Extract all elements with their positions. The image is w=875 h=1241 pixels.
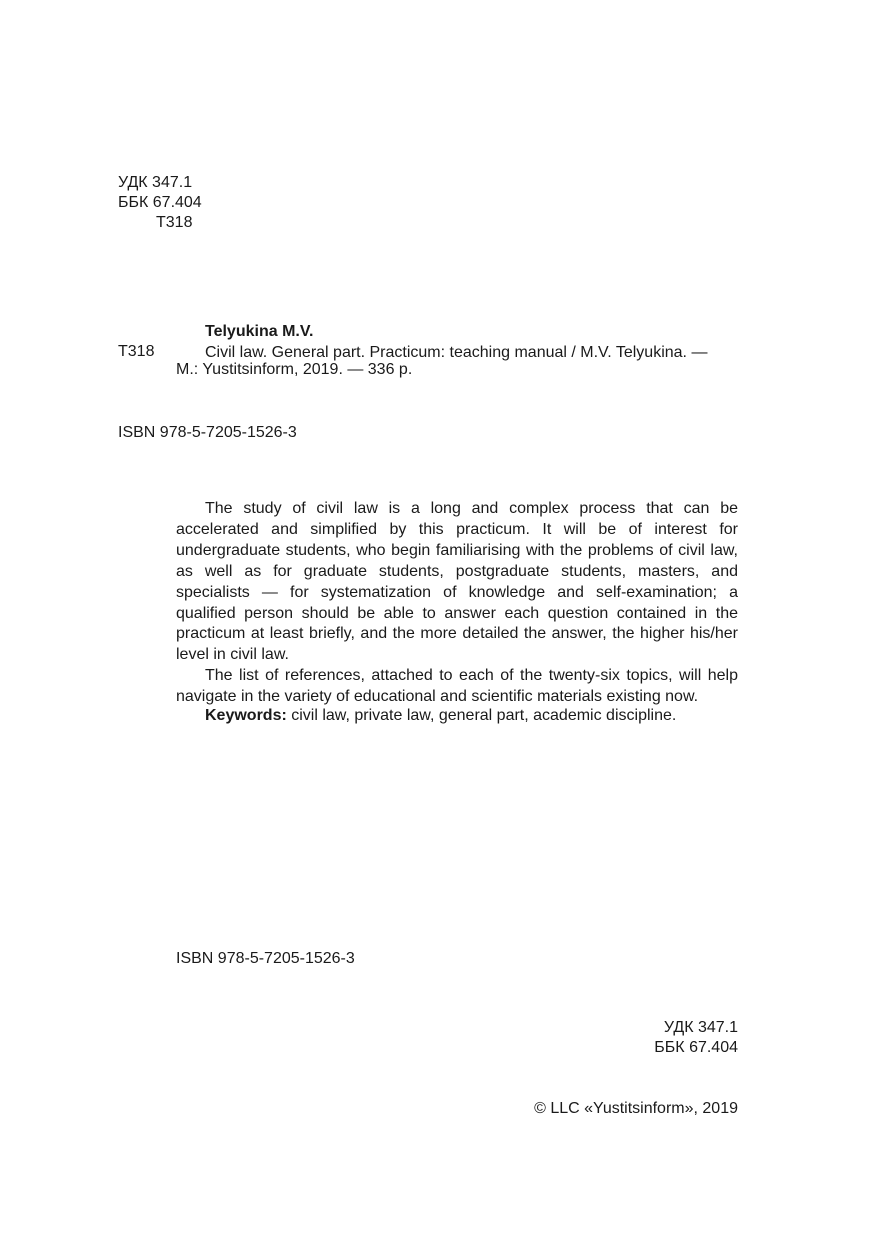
udk-code: УДК 347.1 — [118, 174, 193, 191]
abstract-paragraph-1: The study of civil law is a long and complex process that can be accelerated and simplified by this practicum. It will be of interest for undergraduate students, who begin familiarising with the problems of civil law, as well as for graduate students, postgraduate students, masters, and specialists — for systematization of knowledge and self-examination; a qualified person should be able to answer each question contained in the practicum at least briefly, and the more detailed the answer, the higher his/her level in civil law. — [176, 500, 738, 664]
keywords-label: Keywords: — [205, 707, 287, 724]
udk-code-bottom: УДК 347.1 — [663, 1019, 738, 1036]
bibliography-title-line: Civil law. General part. Practicum: teaching manual / M.V. Telyukina. — — [205, 344, 708, 361]
bibliography-author: Telyukina M.V. — [205, 323, 314, 340]
bbk-code-bottom: ББК 67.404 — [654, 1039, 738, 1056]
abstract-paragraph-2: The list of references, attached to each of the twenty-six topics, will help navigate in the variety of educational and scientific materials existing now. — [176, 667, 738, 706]
bibliography-publisher-line: M.: Yustitsinform, 2019. — 336 p. — [176, 361, 413, 378]
isbn-top: ISBN 978-5-7205-1526-3 — [118, 424, 297, 441]
bibliography-author-mark: Т318 — [118, 343, 155, 360]
classification-bottom — [654, 1018, 738, 1058]
classification-block — [118, 173, 202, 233]
keywords-text: civil law, private law, general part, academic discipline. — [286, 707, 677, 724]
abstract — [176, 499, 738, 708]
bbk-code: ББК 67.404 — [118, 194, 202, 211]
keywords — [205, 706, 676, 726]
author-mark: Т318 — [156, 214, 193, 231]
isbn-bottom: ISBN 978-5-7205-1526-3 — [176, 950, 355, 967]
copyright: © LLC «Yustitsinform», 2019 — [534, 1100, 738, 1117]
